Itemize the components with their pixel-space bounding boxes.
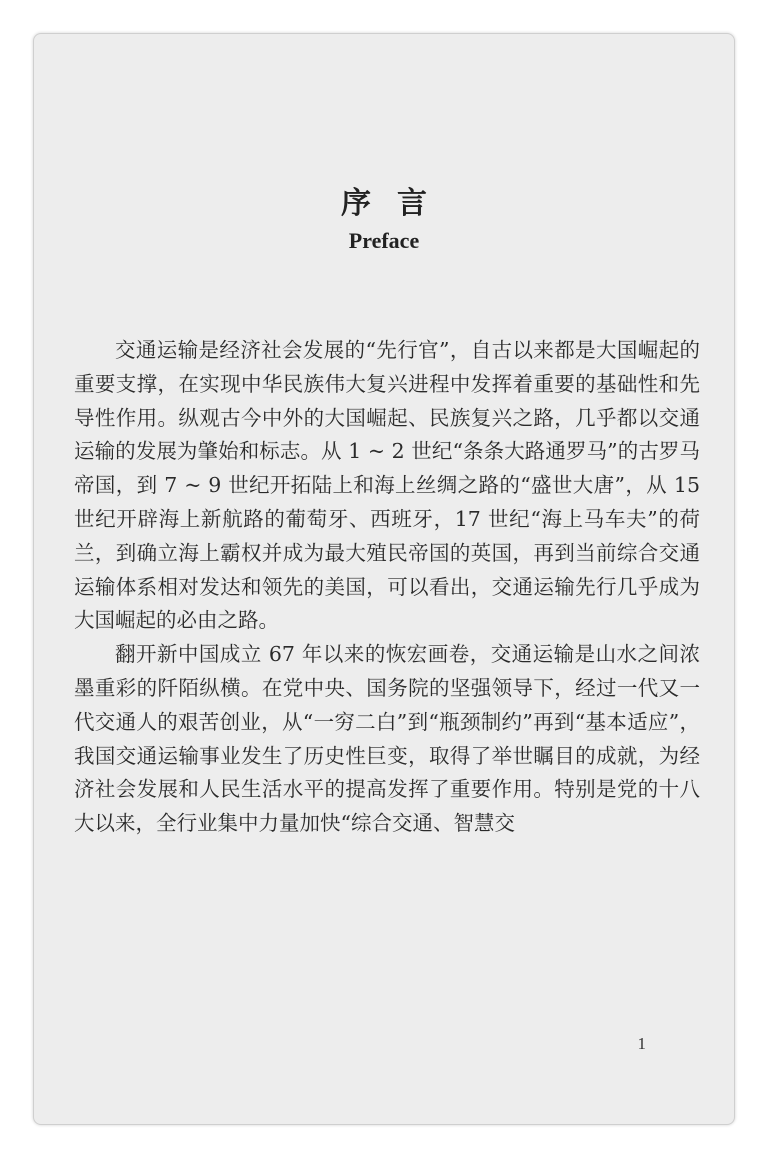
paragraph-2: 翻开新中国成立 67 年以来的恢宏画卷，交通运输是山水之间浓墨重彩的阡陌纵横。在党中央、国务院的坚强领导下，经过一代又一代交通人的艰苦创业，从“一穷二白”到“瓶颈制约”再到“基本适应”，我国交通运输事业发生了历史性巨变，取得了举世瞩目的成就，为经济社会发展和人民生活水平的提高发挥了重要作用。特别是党的十八大以来，全行业集中力量加快“综合交通、智慧交 — [74, 642, 700, 836]
page-number: 1 — [637, 1034, 646, 1053]
paragraph-1: 交通运输是经济社会发展的“先行官”，自古以来都是大国崛起的重要支撑，在实现中华民族伟大复兴进程中发挥着重要的基础性和先导性作用。纵观古今中外的大国崛起、民族复兴之路，几乎都以交通运输的发展为肇始和标志。从 1 ~ 2 世纪“条条大路通罗马”的古罗马帝国，到 7 ~ 9 世纪开拓陆上和海上丝绸之路的“盛世大唐”，从 15 世纪开辟海上新航路的葡萄牙、西班牙，17 世纪“海上马车夫”的荷兰，到确立海上霸权并成为最大殖民帝国的英国，再到当前综合交通运输体系相对发达和领先的美国，可以看出，交通运输先行几乎成为大国崛起的必由之路。 — [74, 338, 700, 633]
page-title-english: Preface — [348, 228, 420, 253]
document-page — [33, 33, 735, 1125]
preface-body — [74, 334, 700, 841]
page-title-chinese: 序言 — [341, 186, 453, 221]
